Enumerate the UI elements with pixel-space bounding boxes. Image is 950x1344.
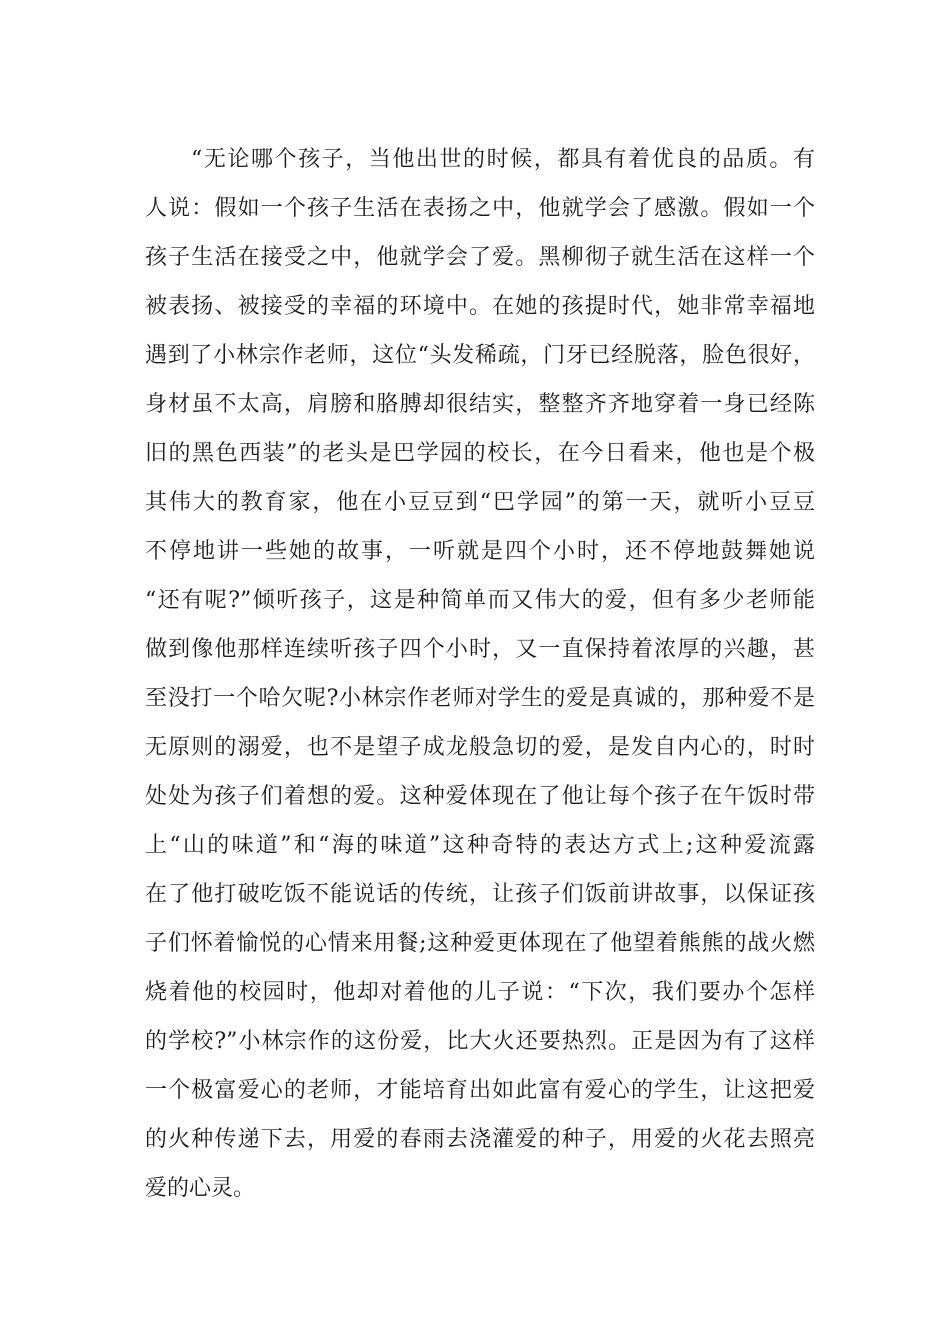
paragraph-line: 子们怀着愉悦的心情来用餐;这种爱更体现在了他望着熊熊的战火燃 bbox=[145, 931, 815, 956]
paragraph-line: 旧的黑色西装”的老头是巴学园的校长，在今日看来，他也是个极 bbox=[145, 441, 815, 466]
paragraph-line: 孩子生活在接受之中，他就学会了爱。黑柳彻子就生活在这样一个 bbox=[145, 245, 815, 270]
paragraph-line: 被表扬、被接受的幸福的环境中。在她的孩提时代，她非常幸福地 bbox=[145, 294, 815, 319]
paragraph-line: 烧着他的校园时，他却对着他的儿子说：“下次，我们要办个怎样 bbox=[145, 980, 815, 1005]
paragraph-line: 处处为孩子们着想的爱。这种爱体现在了他让每个孩子在午饭时带 bbox=[145, 784, 815, 809]
paragraph-line: 身材虽不太高，肩膀和胳膊却很结实，整整齐齐地穿着一身已经陈 bbox=[145, 392, 815, 417]
paragraph-line: 上“山的味道”和“海的味道”这种奇特的表达方式上;这种爱流露 bbox=[145, 833, 815, 858]
paragraph-line: 遇到了小林宗作老师，这位“头发稀疏，门牙已经脱落，脸色很好， bbox=[145, 343, 815, 368]
paragraph-line: 不停地讲一些她的故事，一听就是四个小时，还不停地鼓舞她说 bbox=[145, 539, 815, 564]
paragraph-line: “无论哪个孩子，当他出世的时候，都具有着优良的品质。有 bbox=[191, 147, 815, 172]
paragraph-line: 一个极富爱心的老师，才能培育出如此富有爱心的学生，让这把爱 bbox=[145, 1078, 815, 1103]
paragraph-line: 爱的心灵。 bbox=[145, 1176, 256, 1201]
paragraph-line: 人说：假如一个孩子生活在表扬之中，他就学会了感激。假如一个 bbox=[145, 196, 815, 221]
paragraph-line: 无原则的溺爱，也不是望子成龙般急切的爱，是发自内心的，时时 bbox=[145, 735, 815, 760]
paragraph-line: “还有呢?”倾听孩子，这是种简单而又伟大的爱，但有多少老师能 bbox=[145, 588, 815, 613]
paragraph-line: 的火种传递下去，用爱的春雨去浇灌爱的种子，用爱的火花去照亮 bbox=[145, 1127, 815, 1152]
paragraph-line: 至没打一个哈欠呢?小林宗作老师对学生的爱是真诚的，那种爱不是 bbox=[145, 686, 815, 711]
body-paragraph bbox=[145, 135, 815, 1213]
paragraph-line: 在了他打破吃饭不能说话的传统，让孩子们饭前讲故事，以保证孩 bbox=[145, 882, 815, 907]
paragraph-line: 做到像他那样连续听孩子四个小时，又一直保持着浓厚的兴趣，甚 bbox=[145, 637, 815, 662]
paragraph-line: 的学校?”小林宗作的这份爱，比大火还要热烈。正是因为有了这样 bbox=[145, 1029, 815, 1054]
paragraph-line: 其伟大的教育家，他在小豆豆到“巴学园”的第一天，就听小豆豆 bbox=[145, 490, 815, 515]
